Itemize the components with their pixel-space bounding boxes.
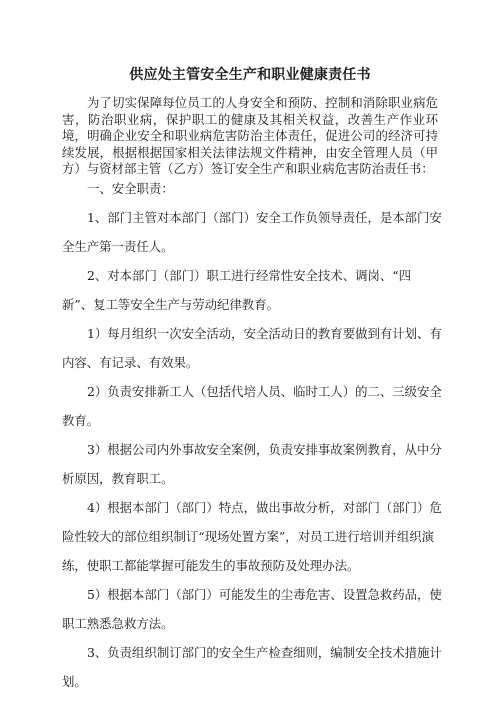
- body-paragraph: 3、负责组织制订部门的安全生产检查细则，编制安全技术措施计划。: [62, 645, 442, 689]
- body-paragraph: 1）每月组织一次安全活动，安全活动日的教育要做到有计划、有内容、有记录、有效果。: [62, 326, 442, 370]
- section-heading: 一、安全职责：: [87, 181, 174, 196]
- body-paragraph: 4）根据本部门（部门）特点，做出事故分析，对部门（部门）危险性较大的部位组织制订“现场处置方案”，对员工进行培训并组织演练，使职工都能掌握可能发生的事故预防及处理办法。: [62, 500, 442, 573]
- body-paragraph: 5）根据本部门（部门）可能发生的尘毒危害、设置急救药品，使职工熟悉急救方法。: [62, 587, 442, 631]
- document-title: 供应处主管安全生产和职业健康责任书: [129, 67, 371, 83]
- document-body: [62, 174, 442, 696]
- body-paragraph: 1、部门主管对本部门（部门）安全工作负领导责任，是本部门安全生产第一责任人。: [62, 210, 442, 254]
- body-paragraph: 2、对本部门（部门）职工进行经常性安全技术、调岗、“四新”、复工等安全生产与劳动纪律教育。: [62, 268, 411, 312]
- body-paragraph: 3）根据公司内外事故安全案例，负责安排事故案例教育，从中分析原因，教育职工。: [62, 442, 442, 486]
- intro-paragraph: 为了切实保障每位员工的人身安全和预防、控制和消除职业病危害，防治职业病，保护职工的健康及其相关权益，改善生产作业环境，明确企业安全和职业病危害防治主体责任，促进公司的经济可持续发展，根据根据国家相关法律法规文件精神，由安全管理人员（甲方）与资材部主管（乙方）签订安全生产和职业病危害防治责任书：: [62, 95, 438, 176]
- body-paragraph: 2）负责安排新工人（包括代培人员、临时工人）的二、三级安全教育。: [62, 384, 442, 428]
